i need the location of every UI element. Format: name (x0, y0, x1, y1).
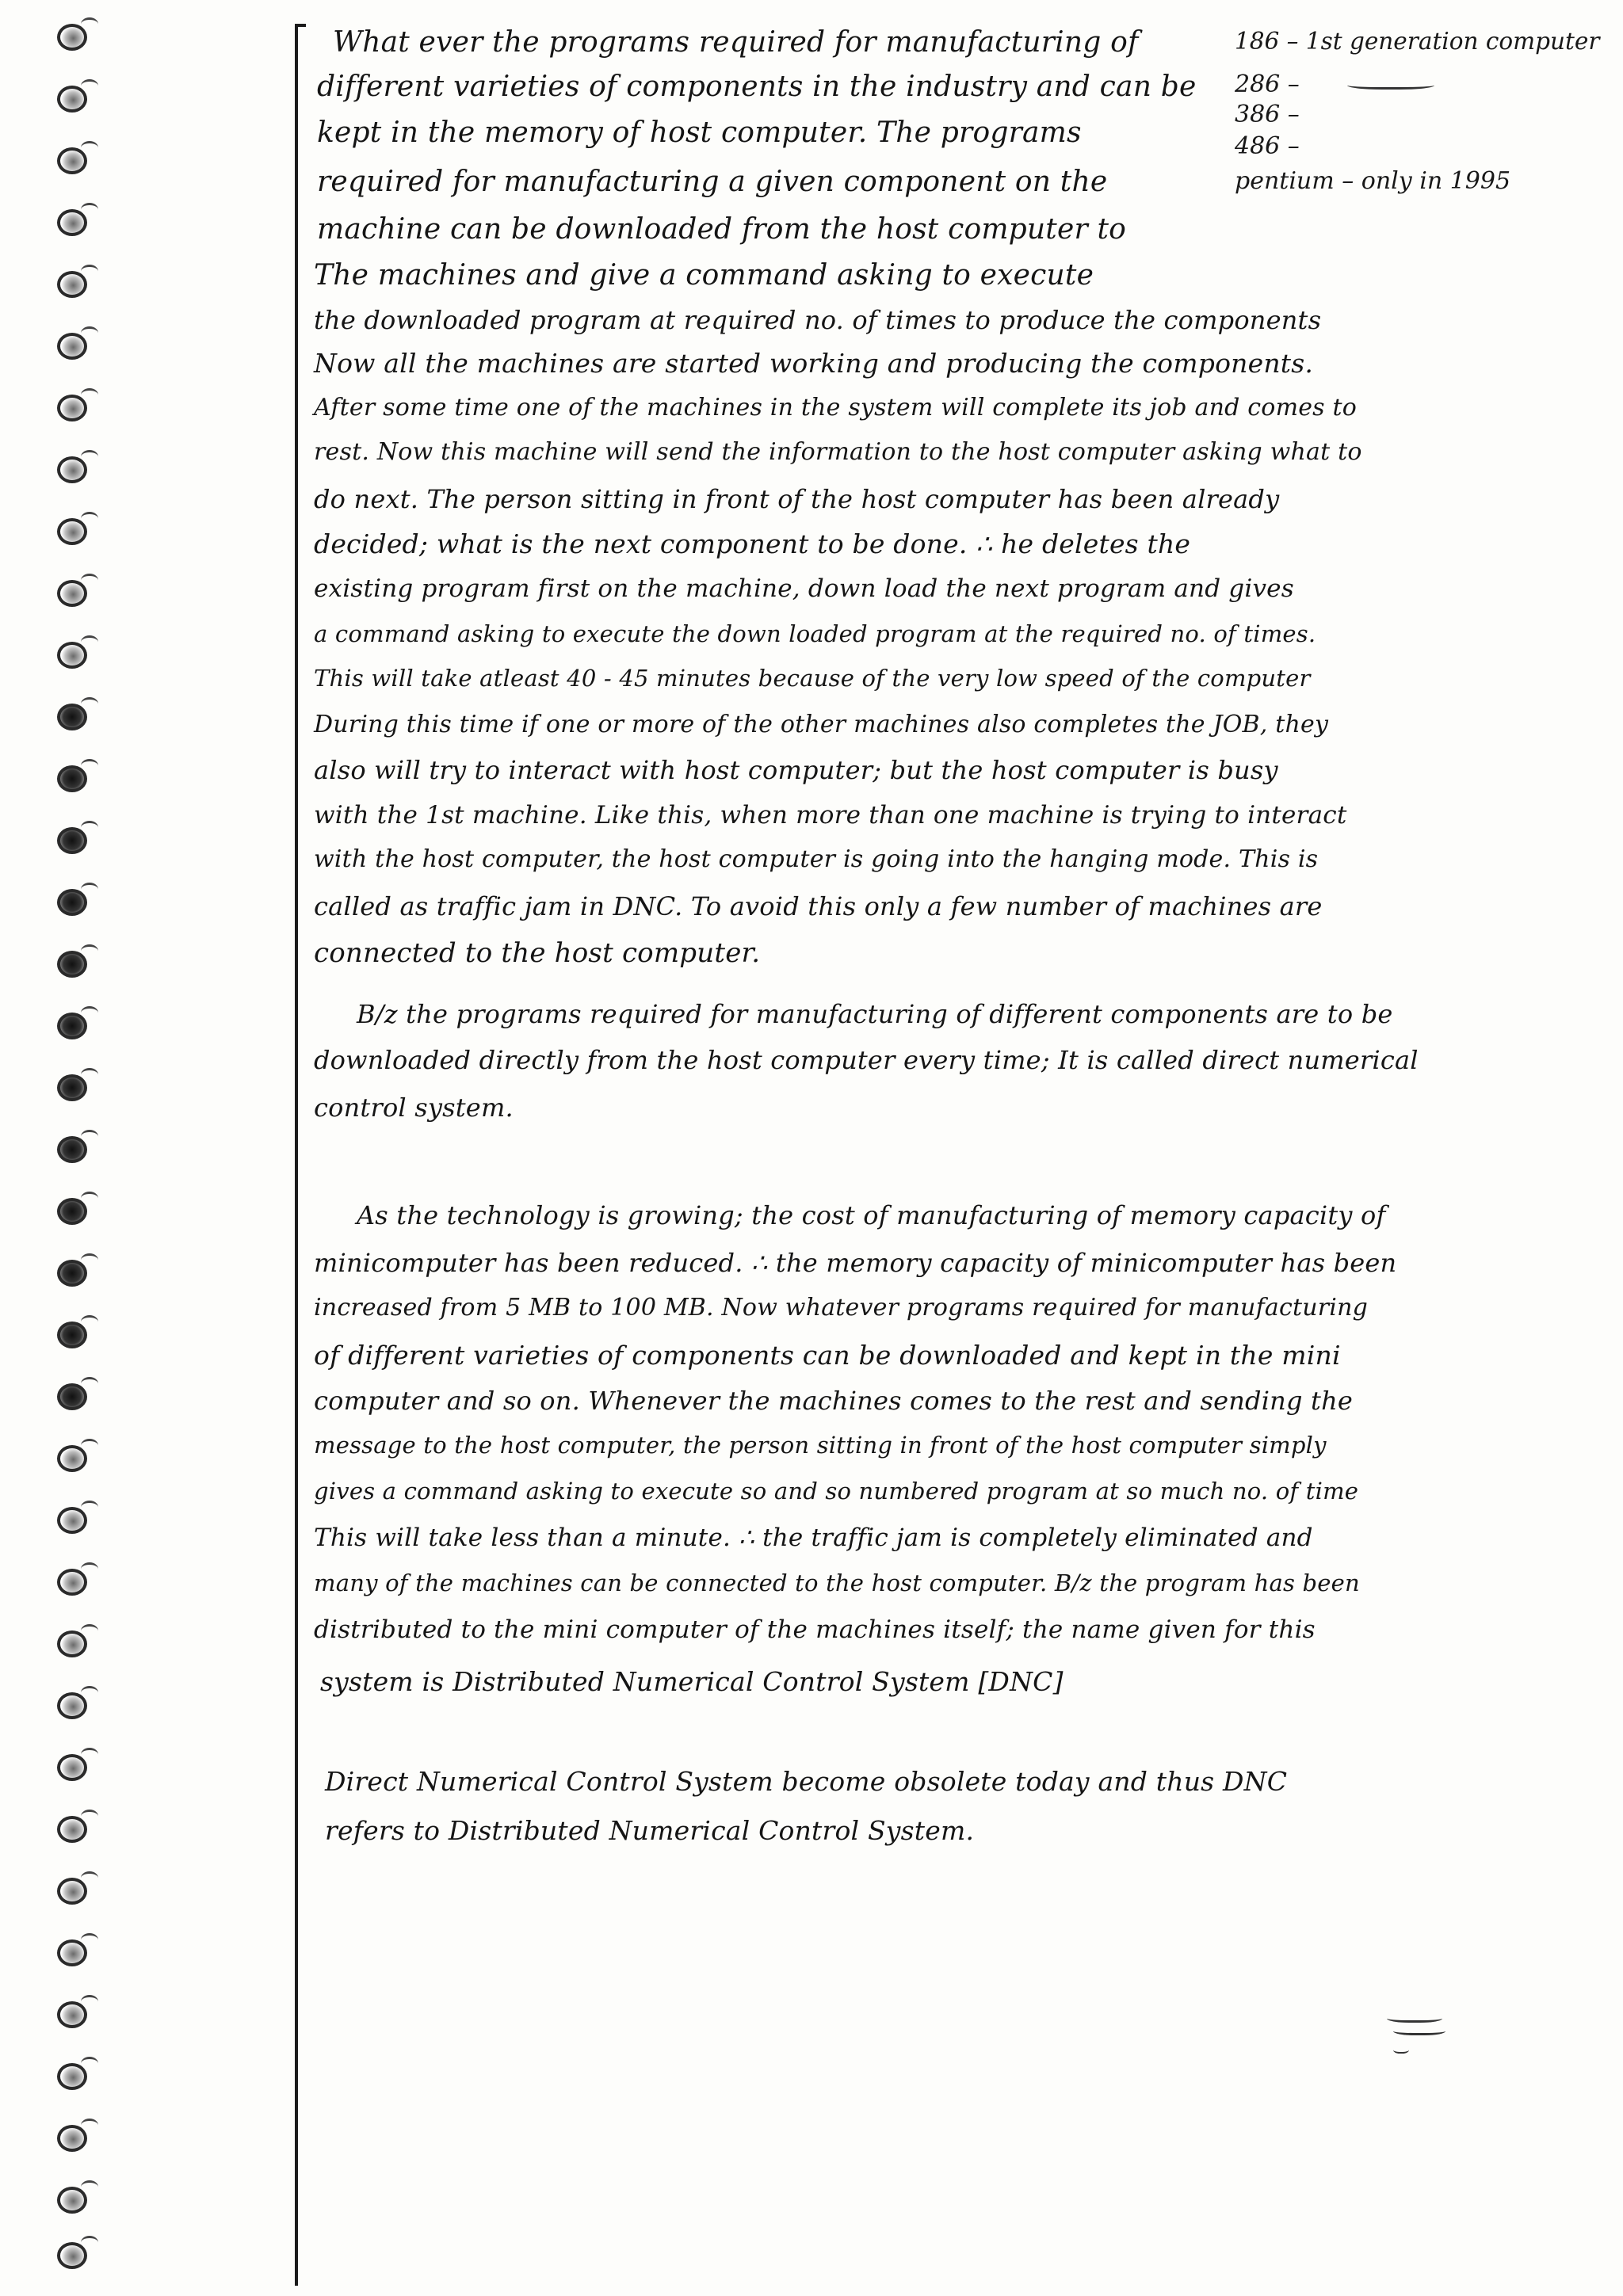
binding-hole (57, 1136, 87, 1163)
text-line: the downloaded program at required no. of times to produce the components (314, 305, 1322, 335)
binding-hole (57, 889, 87, 916)
text-line: with the 1st machine. Like this, when more than one machine is trying to interact (314, 801, 1347, 830)
text-line: a command asking to execute the down loaded program at the required no. of times. (314, 620, 1316, 647)
text-line: As the technology is growing; the cost of manufacturing of memory capacity of (357, 1200, 1386, 1230)
binding-hole (57, 518, 87, 545)
text-line: connected to the host computer. (314, 937, 761, 969)
text-line: computer and so on. Whenever the machines comes to the rest and sending the (314, 1386, 1354, 1416)
binding-hole (57, 1322, 87, 1348)
binding-hole (57, 1013, 87, 1039)
binding-hole (57, 2242, 87, 2269)
text-line: After some time one of the machines in the system will complete its job and comes to (314, 394, 1358, 421)
text-line: system is Distributed Numerical Control System [DNC] (320, 1666, 1064, 1697)
scribble-mark (1347, 79, 1434, 90)
binding-hole (57, 827, 87, 854)
binding-hole (57, 2001, 87, 2028)
text-line: existing program first on the machine, down load the next program and gives (314, 574, 1294, 603)
binding-hole (57, 1383, 87, 1410)
binding-hole (57, 456, 87, 483)
side-note-286: 286 – (1235, 71, 1300, 98)
binding-hole (57, 1878, 87, 1905)
text-line: many of the machines can be connected to the host computer. B/z the program has been (314, 1569, 1360, 1596)
text-line: increased from 5 MB to 100 MB. Now whatever programs required for manufacturing (314, 1294, 1368, 1322)
text-line: different varieties of components in the industry and can be (317, 71, 1197, 103)
text-line: This will take atleast 40 - 45 minutes because of the very low speed of the computer (314, 665, 1311, 692)
binding-hole (57, 1260, 87, 1287)
spiral-binding (41, 16, 105, 2282)
binding-hole (57, 1816, 87, 1843)
binding-hole (57, 1754, 87, 1781)
binding-hole (57, 209, 87, 236)
text-line: During this time if one or more of the other machines also completes the JOB, they (314, 711, 1329, 738)
text-line: distributed to the mini computer of the machines itself; the name given for this (314, 1615, 1316, 1644)
text-line: Now all the machines are started working and producing the components. (314, 348, 1314, 379)
text-line: called as traffic jam in DNC. To avoid this only a few number of machines are (314, 891, 1323, 921)
side-note-186: 186 – 1st generation computer (1235, 28, 1600, 55)
side-note-386: 386 – (1235, 101, 1300, 128)
binding-hole (57, 2187, 87, 2214)
scribble-mark (1393, 2044, 1409, 2054)
binding-hole (57, 1939, 87, 1966)
text-line: of different varieties of components can be downloaded and kept in the mini (314, 1340, 1341, 1371)
binding-hole (57, 147, 87, 174)
binding-hole (57, 580, 87, 607)
text-line: refers to Distributed Numerical Control System. (325, 1815, 975, 1846)
text-line: gives a command asking to execute so and so numbered program at so much no. of time (314, 1478, 1359, 1505)
text-line: What ever the programs required for manufacturing of (333, 26, 1139, 59)
scribble-mark (1393, 2025, 1445, 2035)
text-line: The machines and give a command asking to execute (314, 259, 1094, 292)
binding-hole (57, 951, 87, 978)
binding-hole (57, 642, 87, 669)
binding-hole (57, 24, 87, 51)
binding-hole (57, 765, 87, 792)
binding-hole (57, 1507, 87, 1534)
text-line: machine can be downloaded from the host computer to (317, 213, 1127, 246)
text-line: required for manufacturing a given component on the (317, 166, 1108, 198)
binding-hole (57, 1445, 87, 1472)
text-line: with the host computer, the host computer is going into the hanging mode. This is (314, 845, 1319, 873)
binding-hole (57, 2063, 87, 2090)
binding-hole (57, 333, 87, 360)
binding-hole (57, 1198, 87, 1225)
binding-hole (57, 86, 87, 113)
text-line: kept in the memory of host computer. The programs (317, 116, 1082, 149)
binding-hole (57, 1630, 87, 1657)
text-line: downloaded directly from the host computer every time; It is called direct numerical (314, 1045, 1419, 1075)
binding-hole (57, 2125, 87, 2152)
text-line: B/z the programs required for manufacturing of different components are to be (357, 999, 1393, 1029)
side-note-486: 486 – (1235, 132, 1300, 160)
side-note-pentium: pentium – only in 1995 (1235, 167, 1511, 195)
text-line: control system. (314, 1093, 514, 1123)
text-line: minicomputer has been reduced. ∴ the memory capacity of minicomputer has been (314, 1248, 1397, 1278)
text-line: rest. Now this machine will send the information to the host computer asking what to (314, 438, 1362, 466)
text-line: message to the host computer, the person sitting in front of the host computer simply (314, 1432, 1327, 1459)
margin-rule (295, 24, 298, 2286)
text-line: do next. The person sitting in front of the host computer has been already (314, 484, 1280, 514)
text-line: This will take less than a minute. ∴ the traffic jam is completely eliminated and (314, 1524, 1313, 1552)
binding-hole (57, 271, 87, 298)
scribble-mark (1387, 2012, 1442, 2023)
text-line: also will try to interact with host computer; but the host computer is busy (314, 755, 1278, 785)
text-line: Direct Numerical Control System become obsolete today and thus DNC (325, 1766, 1288, 1797)
binding-hole (57, 395, 87, 421)
text-line: decided; what is the next component to be done. ∴ he deletes the (314, 528, 1191, 559)
binding-hole (57, 1692, 87, 1719)
binding-hole (57, 1074, 87, 1101)
binding-hole (57, 1569, 87, 1596)
binding-hole (57, 704, 87, 730)
